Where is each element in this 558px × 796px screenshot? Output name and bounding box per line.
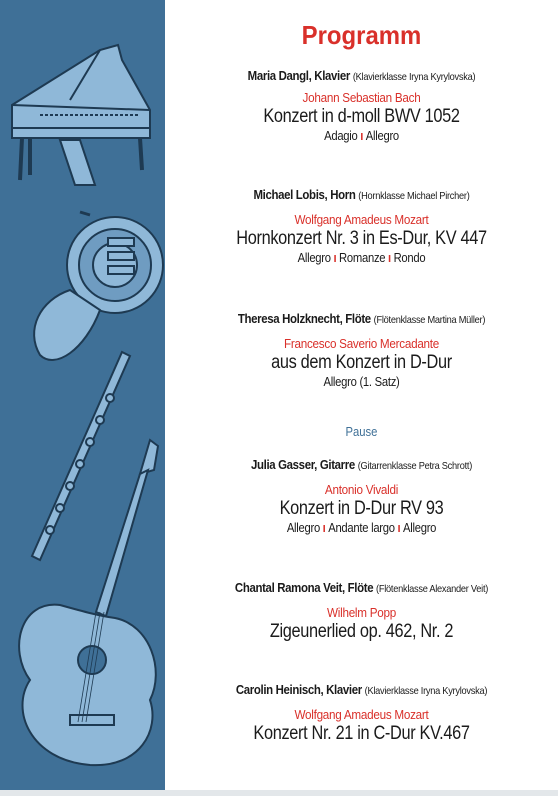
movement: Adagio — [324, 129, 358, 143]
movement: Allegro — [297, 251, 331, 265]
performer-line — [189, 682, 535, 697]
composer: Wolfgang Amadeus Mozart — [294, 707, 429, 722]
separator: ı — [333, 251, 337, 265]
movements — [185, 251, 539, 265]
teacher-class: (Gitarrenklasse Petra Schrott) — [357, 460, 473, 472]
teacher-class: (Klavierklasse Iryna Kyrylovska) — [364, 685, 488, 697]
page-bottom-strip — [0, 790, 558, 796]
movements — [185, 521, 539, 535]
performer-line — [189, 187, 535, 202]
teacher-class: (Flötenklasse Alexander Veit) — [376, 583, 489, 595]
composer: Francesco Saverio Mercadante — [283, 336, 440, 351]
performance-item — [165, 682, 558, 745]
performance-item — [165, 580, 558, 643]
guitar-icon — [19, 440, 158, 765]
work-title: Hornkonzert Nr. 3 in Es-Dur, KV 447 — [236, 228, 487, 249]
pause-label: Pause — [345, 425, 378, 439]
work-title: Konzert in d-moll BWV 1052 — [263, 106, 460, 127]
performer-line — [189, 457, 535, 472]
movement: Andante largo — [328, 521, 395, 535]
piano-icon — [12, 45, 150, 185]
program-title: Programm — [301, 20, 422, 50]
performance-item — [165, 457, 558, 535]
movement: Romanze — [339, 251, 386, 265]
performer-name: Theresa Holzknecht, Flöte — [237, 311, 371, 326]
movement: Allegro — [403, 521, 437, 535]
separator: ı — [322, 521, 326, 535]
composer: Wolfgang Amadeus Mozart — [294, 212, 429, 227]
movements — [185, 129, 539, 143]
instrument-sidebar — [0, 0, 165, 790]
composer: Wilhelm Popp — [327, 605, 396, 620]
movement: Rondo — [393, 251, 426, 265]
performance-item — [165, 311, 558, 389]
work-title: Konzert Nr. 21 in C-Dur KV.467 — [253, 723, 470, 744]
movements — [185, 375, 539, 389]
teacher-class: (Flötenklasse Martina Müller) — [373, 314, 486, 326]
performer-line — [189, 311, 535, 326]
separator: ı — [387, 251, 391, 265]
performer-name: Carolin Heinisch, Klavier — [235, 682, 362, 697]
performance-item — [165, 187, 558, 265]
separator: ı — [360, 129, 364, 143]
instrument-illustration — [0, 0, 165, 790]
composer: Johann Sebastian Bach — [302, 90, 421, 105]
performer-line — [189, 68, 535, 83]
work-title: Zigeunerlied op. 462, Nr. 2 — [269, 621, 454, 642]
flute-icon — [32, 352, 130, 560]
movement: Allegro — [286, 521, 320, 535]
movement: Allegro (1. Satz) — [323, 375, 400, 389]
performer-name: Michael Lobis, Horn — [253, 187, 356, 202]
performer-line — [189, 580, 535, 595]
composer: Antonio Vivaldi — [324, 482, 399, 497]
teacher-class: (Hornklasse Michael Pircher) — [358, 190, 470, 202]
performer-name: Julia Gasser, Gitarre — [250, 457, 355, 472]
performer-name: Chantal Ramona Veit, Flöte — [234, 580, 374, 595]
teacher-class: (Klavierklasse Iryna Kyrylovska) — [352, 71, 476, 83]
french-horn-icon — [34, 212, 163, 360]
movement: Allegro — [365, 129, 399, 143]
work-title: Konzert in D-Dur RV 93 — [279, 498, 444, 519]
separator: ı — [397, 521, 401, 535]
performance-item — [165, 68, 558, 143]
performer-name: Maria Dangl, Klavier — [247, 68, 350, 83]
work-title: aus dem Konzert in D-Dur — [271, 352, 452, 373]
